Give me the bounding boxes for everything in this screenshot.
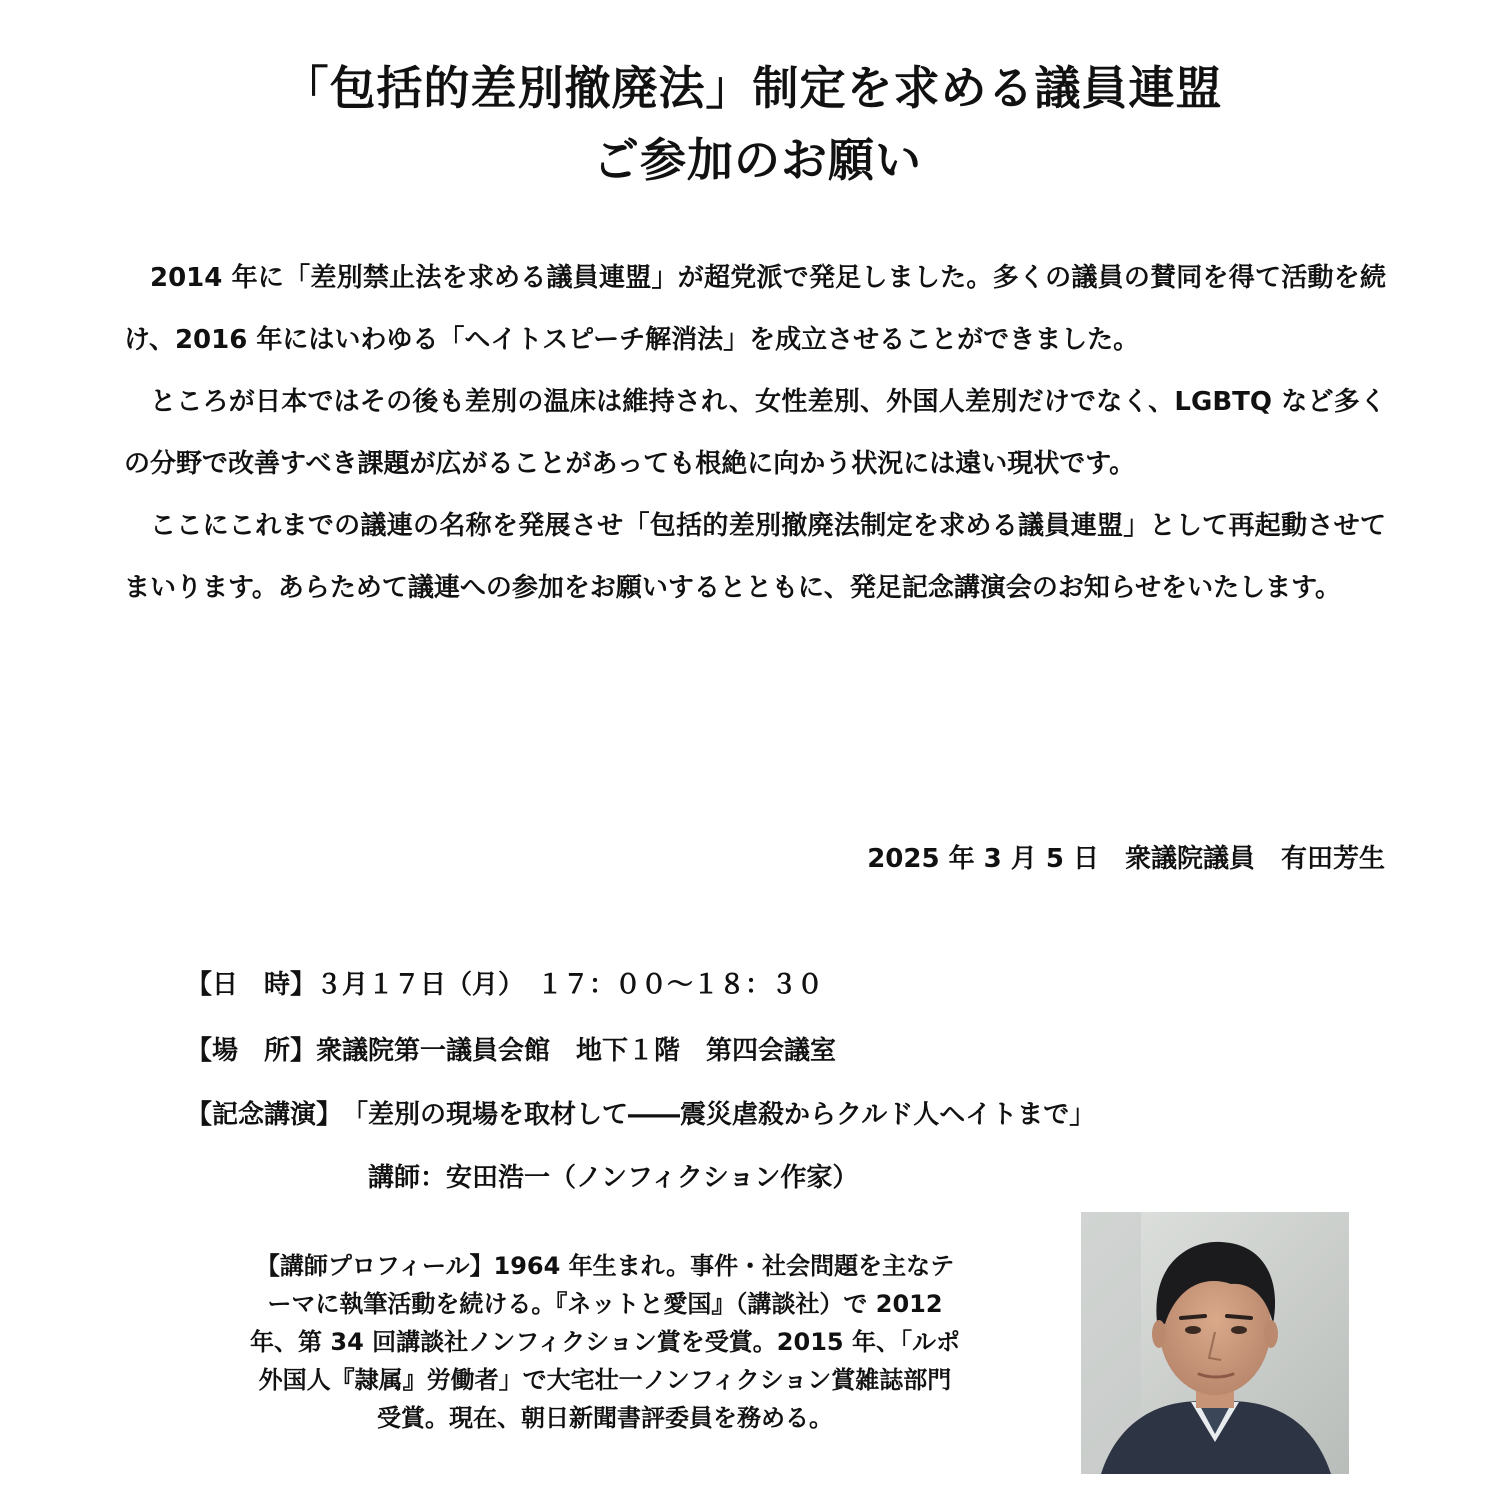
profile-line: 年、第 34 回講談社ノンフィクション賞を受賞。2015 年、「ルポ	[250, 1328, 960, 1356]
body-paragraph: ここにこれまでの議連の名称を発展させ「包括的差別撤廃法制定を求める議員連盟」として再起動させてまいります。あらためて議連への参加をお願いするとともに、発足記念講演会のお知らせをいたします。	[124, 511, 1386, 603]
datetime-label: 【日 時】	[186, 970, 317, 1000]
document-title	[0, 52, 1505, 196]
speaker-photo	[1081, 1212, 1349, 1474]
speaker-profile	[160, 1247, 1050, 1437]
profile-line: 受賞。現在、朝日新聞書評委員を務める。	[377, 1404, 833, 1432]
datetime-row	[186, 958, 823, 1012]
title-line-2: ご参加のお願い	[593, 133, 922, 187]
speaker-text: 講師：安田浩一（ノンフィクション作家）	[368, 1163, 859, 1193]
place-row	[186, 1024, 836, 1078]
profile-line: ーマに執筆活動を続ける。『ネットと愛国』（講談社）で 2012	[267, 1290, 943, 1318]
profile-line: 外国人『隷属』労働者」で大宅壮一ノンフィクション賞雑誌部門	[258, 1366, 952, 1394]
lecture-label: 【記念講演】	[186, 1100, 343, 1130]
body-text	[124, 247, 1386, 619]
body-paragraph: 2014 年に「差別禁止法を求める議員連盟」が超党派で発足しました。多くの議員の賛同を得て活動を続け、2016 年にはいわゆる「ヘイトスピーチ解消法」を成立させることができました。	[124, 263, 1386, 355]
place-label: 【場 所】	[186, 1036, 317, 1066]
title-line-1: 「包括的差別撤廃法」制定を求める議員連盟	[282, 61, 1223, 115]
datetime-value: ３月１７日（月） １７：００～１８：３０	[316, 970, 824, 1000]
speaker-row	[368, 1151, 858, 1205]
profile-line: 【講師プロフィール】1964 年生まれ。事件・社会問題を主なテ	[255, 1252, 955, 1280]
body-paragraph: ところが日本ではその後も差別の温床は維持され、女性差別、外国人差別だけでなく、LGBTQ など多くの分野で改善すべき課題が広がることがあっても根絶に向かう状況には遠い現状です。	[124, 387, 1386, 479]
lecture-row	[186, 1088, 1095, 1142]
signature-line: 2025 年 3 月 5 日 衆議院議員 有田芳生	[867, 844, 1385, 874]
lecture-value: 「差別の現場を取材して――震災虐殺からクルド人ヘイトまで」	[342, 1100, 1096, 1130]
place-value: 衆議院第一議員会館 地下１階 第四会議室	[316, 1036, 837, 1066]
